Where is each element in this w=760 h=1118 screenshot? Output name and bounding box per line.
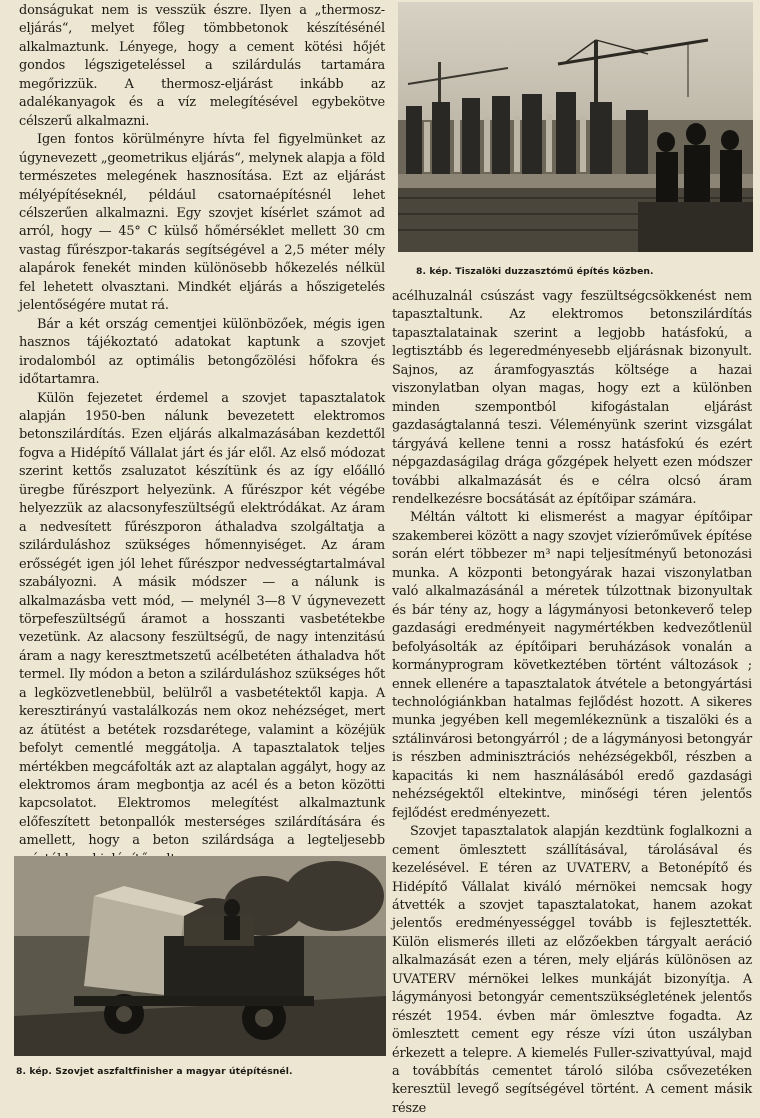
figure-caption: 8. kép. Szovjet aszfaltfinisher a magyar útépítésnél. (16, 1066, 293, 1077)
paragraph: Szovjet tapasztalatok alapján kezdtünk foglalkozni a cement ömlesztett szállításával, tárolásával és kezelésével. E téren az UVATERV, a Betonépítő és Hidépítő Vállalat kiváló mérnökei nemcsak hogy átvették a szovjet tapasztalatokat, hanem azokat jelentős eredményességgel tovább is fejlesztették. Külön elismerés illeti az előzőekben tárgyalt aeráció alkalmazását ezen a téren, mely eljárás különösen az UVATERV mérnökei lelkes munkáját bizonyítja. A lágymányosi betongyár cementszükségletének jelentős részét 1954. évben már ömlesztve fogadta. Az ömlesztett cement egy része vízi úton uszályban érkezett a telepre. A kiemelés Fuller-szivattyúval, majd a továbbítás cementet tároló silóba csővezetéken keresztül levegő segítségével történt. A cement másik része (392, 824, 752, 1116)
paragraph: Külön fejezetet érdemel a szovjet tapasztalatok alapján 1950-ben nálunk bevezetett elektromos betonszilárdítás. Ezen eljárás alkalmazásában kezdettől fogva a Hidépítő Vállalat járt és jár elől. Az első módozat szerint kettős zsaluzatot készítünk és az így előálló üregbe fűrészport helyezünk. A fűrészpor két végébe helyezzük az alacsonyfeszültségű elektródákat. Az áram a nedvesített fűrészporon áthaladva szolgáltatja a szilárduláshoz szükséges hőmennyiséget. Az áram erősségét igen jól lehet fűrészpor nedvességtartalmával szabályozni. A másik módszer — a nálunk is alkalmazásba vett mód, — melynél 3—8 V úgynevezett törpefeszültségű áramot a hosszanti vasbetétekbe vezetünk. Az alacsony feszültségű, de nagy intenzitású áram a nagy keresztmetszetű acélbetéten áthaladva hőt termel. Ily módon a beton a szilárduláshoz szükséges hőt a legközvetlenebbül, belülről a vasbetétektől kapja. A keresztirányú vastalálkozás nem okoz nehézséget, mert az átütést a betétek rozsdarétege, valamint a közéjük befolyt cementlé meggátolja. A tapasztalatok teljes mértékben megcáfolták azt az alaptalan aggályt, hogy az elektromos áram megbontja az acél és a beton közötti kapcsolatot. Elektromos melegítést alkalmaztunk előfeszített betonpallók mesterséges szilárdítására és amellett, hogy a beton szilárdsága a legteljesebb (19, 390, 385, 849)
paragraph: acélhuzalnál csúszást vagy feszültségcsökkenést nem tapasztaltunk. Az elektromos betonszilárdítás tapasztalatainak szerint a legjobb hatásfokú, a legtisztább és legeredményesebb eljárásnak bizonyult. Sajnos, az áramfogyasztás költsége a hazai viszonylatban olyan magas, hogy ezt a különben minden szempontból kifogástalan eljárást gazdaságtalanná teszi. Véleményünk szerint vizsgálat tárgyává kellene tenni a rossz hatásfokú és ezért népgazdaságilag drága gőzgépek helyett ezen módszer további alkalmazását és e célra olcsó áram rendelkezésre bocsátását az építőipar számára. (392, 289, 752, 507)
paragraph: Méltán váltott ki elismerést a magyar építőipar szakemberei között a nagy szovjet vízierőművek építése során elért többezer m³ napi teljesítményű betonozási munka. A központi betongyárak hazai viszonylatban való alkalmazásánál a méretek túlzottnak bizonyultak és bár tény az, hogy a lágymányosi betonkeverő telep gazdasági eredményeit nagymértékben kedvezőtlenül befolyásolták az építőipari beruházások vonalán a kormányprogram következtében történt változások ; ennek ellenére a tapasztalatok átvétele a betongyártási technológiánkban hatalmas fejlődést hozott. A sikeres munka jegyében kell megemlékeznünk a tiszalöki és a sztálinvárosi betongyárról ; de a lágymányosi betongyár is részben adminisztrációs nehézségekből, részben a kapacitás ki nem használásából eredő gazdasági nehézségektől eltekintve, minőségi téren jelentős fejlődést eredményezett. (392, 510, 752, 821)
photo-dam-construction (398, 2, 753, 252)
figure-caption: 8. kép. Tiszalöki duzzasztómű építés közben. (416, 266, 654, 277)
dam-construction-image (398, 2, 753, 252)
paragraph: Bár a két ország cementjei különbözőek, mégis igen hasznos tájékoztató adatokat kaptunk a szovjet irodalomból az optimális betongőzölési hőfokra és időtartamra. (19, 316, 385, 388)
paragraph: Igen fontos körülményre hívta fel figyelmünket az úgynevezett „geometrikus eljárás“, melynek alapja a föld természetes melegének hasznosítása. Ezt az eljárást mélyépítéseknél, például csatornaépítésnél lehet célszerűen alkalmazni. Egy szovjet kísérlet számot ad arról, hogy — 45° C külső hőmérséklet mellett 30 cm vastag fűrészpor-takarás segítségével a 2,5 méter mély alapárok fenekét minden különösebb hőkezelés nélkül fel lehetett olvasztani. Mindkét eljárás a hőszigetelés jelentőségére mutat rá. (19, 132, 385, 314)
right-column (392, 288, 752, 1118)
asphalt-finisher-image (14, 856, 386, 1056)
left-column (19, 2, 385, 869)
photo-asphalt-finisher (14, 856, 386, 1056)
paragraph: donságukat nem is vesszük észre. Ilyen a „thermosz-eljárás“, melyet főleg tömbbetonok készítésénél alkalmaztunk. Lényege, hogy a cement kötési hőjét gondos légszigeteléssel a szilárdulás tartamára megőrizzük. A thermosz-eljárást inkább az adalékanyagok és a víz melegítésével egybekötve célszerű alkalmazni. (19, 3, 385, 129)
